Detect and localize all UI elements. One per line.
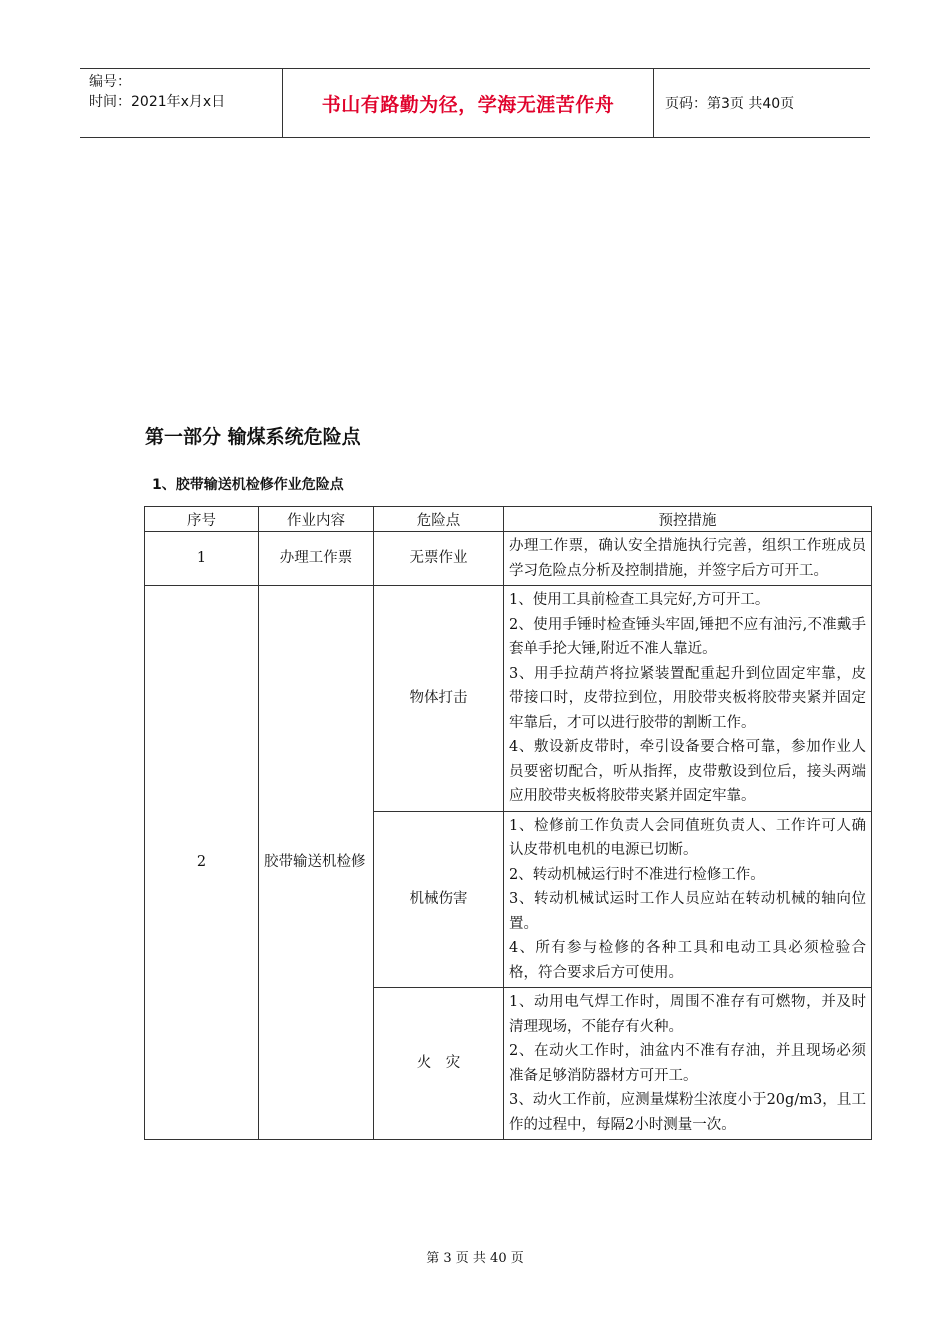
column-header-no: 序号 [145, 507, 259, 532]
cell-measures [504, 811, 872, 988]
column-header-task: 作业内容 [259, 507, 374, 532]
table-row [145, 586, 872, 812]
cell-measures [504, 586, 872, 812]
measure-item: 4、所有参与检修的各种工具和电动工具必须检验合格，符合要求后方可使用。 [509, 940, 866, 981]
hazard-table [144, 506, 872, 1140]
page-header [80, 68, 870, 138]
header-meta [80, 69, 282, 137]
section-title: 1、胶带输送机检修作业危险点 [152, 477, 344, 493]
column-header-measures: 预控措施 [504, 507, 872, 532]
part-title: 第一部分 输煤系统危险点 [145, 426, 361, 448]
header-page-info: 页码：第3页 共40页 [665, 96, 795, 112]
cell-task: 办理工作票 [259, 532, 374, 586]
table-row [145, 532, 872, 586]
cell-measures [504, 988, 872, 1140]
cell-hazard: 机械伤害 [374, 811, 504, 988]
column-header-hazard: 危险点 [374, 507, 504, 532]
cell-task: 胶带输送机检修 [259, 586, 374, 1140]
cell-measures [504, 532, 872, 586]
measure-item: 1、检修前工作负责人会同值班负责人、工作许可人确认皮带机电机的电源已切断。 [509, 817, 866, 858]
measure-item: 2、转动机械运行时不准进行检修工作。 [509, 866, 765, 883]
header-motto: 书山有路勤为径，学海无涯苦作舟 [282, 69, 654, 137]
measure-item: 3、用手拉葫芦将拉紧装置配重起升到位固定牢靠，皮带接口时，皮带拉到位，用胶带夹板将胶带夹紧并固定牢靠后，才可以进行胶带的割断工作。 [509, 665, 866, 731]
measure-item: 3、动火工作前，应测量煤粉尘浓度小于20g/m3，且工作的过程中，每隔2小时测量一次。 [509, 1092, 866, 1133]
cell-no: 1 [145, 532, 259, 586]
measure-item: 1、动用电气焊工作时，周围不准存有可燃物，并及时清理现场，不能存有火种。 [509, 994, 866, 1035]
measure-item: 1、使用工具前检查工具完好,方可开工。 [509, 592, 770, 608]
page-footer: 第 3 页 共 40 页 [426, 1251, 524, 1266]
cell-hazard: 火 灾 [374, 988, 504, 1140]
measure-item: 4、敷设新皮带时，牵引设备要合格可靠，参加作业人员要密切配合，听从指挥，皮带敷设到位后，接头两端应用胶带夹板将胶带夹紧并固定牢靠。 [509, 739, 866, 804]
cell-hazard: 物体打击 [374, 586, 504, 812]
table-header-row [145, 507, 872, 532]
measure-item: 3、转动机械试运时工作人员应站在转动机械的轴向位置。 [509, 891, 866, 932]
measure-item: 2、使用手锤时检查锤头牢固,锤把不应有油污,不准戴手套单手抡大锤,附近不准人靠近。 [509, 616, 866, 657]
measure-item: 2、在动火工作时，油盆内不准有存油，并且现场必须准备足够消防器材方可开工。 [509, 1043, 866, 1084]
measure-item: 办理工作票，确认安全措施执行完善，组织工作班成员学习危险点分析及控制措施，并签字后方可开工。 [509, 538, 866, 579]
cell-hazard: 无票作业 [374, 532, 504, 586]
time-label: 时间：2021年x月x日 [89, 94, 226, 110]
number-label: 编号： [89, 74, 131, 90]
cell-no: 2 [145, 586, 259, 1140]
